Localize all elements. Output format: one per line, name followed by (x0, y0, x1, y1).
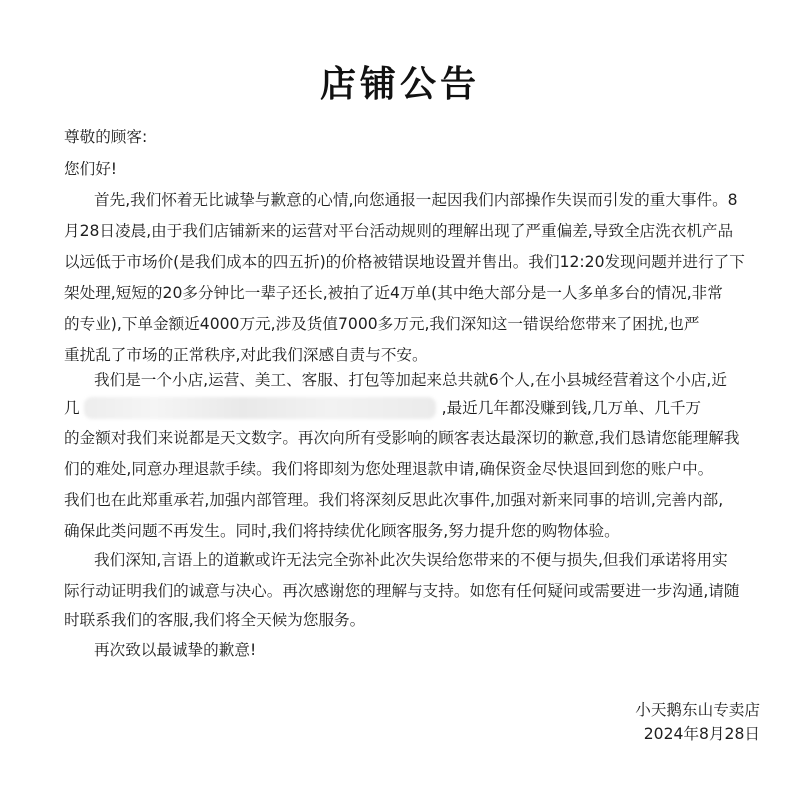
paragraph-2-line: 我们也在此郑重承若,加强内部管理。我们将深刻反思此次事件,加强对新来同事的培训,完善内部, (64, 491, 724, 509)
paragraph-1-line: 月28日凌晨,由于我们店铺新来的运营对平台活动规则的理解出现了严重偏差,导致全店洗衣机产品 (64, 222, 734, 240)
blurred-line-end: ,最近几年都没赚到钱,几万单、几千万 (441, 399, 702, 417)
blurred-line-start: 几 (64, 399, 80, 417)
store-signature: 小天鹅东山专卖店 (635, 701, 760, 719)
salutation: 尊敬的顾客: (64, 128, 148, 146)
paragraph-3-line: 我们深知,言语上的道歉或许无法完全弥补此次失误给您带来的不便与损失,但我们承诺将用实 (94, 551, 728, 569)
paragraph-2-line: 我们是一个小店,运营、美工、客服、打包等加起来总共就6个人,在小县城经营着这个小店,近 (94, 371, 727, 389)
page-title: 店铺公告 (319, 64, 480, 105)
paragraph-3-line: 际行动证明我们的诚意与决心。再次感谢您的理解与支持。如您有任何疑问或需要进一步沟通,请随 (64, 582, 740, 600)
announcement-date: 2024年8月28日 (643, 725, 760, 743)
paragraph-2-blurred-line (64, 395, 764, 421)
paragraph-1-line: 的专业),下单金额近4000万元,涉及货值7000多万元,我们深知这一错误给您带来了困扰,也严 (64, 315, 700, 333)
paragraph-1-line: 架处理,短短的20多分钟比一辈子还长,被拍了近4万单(其中绝大部分是一人多单多台的情况,非常 (64, 284, 723, 302)
paragraph-1-line: 重扰乱了市场的正常秩序,对此我们深感自责与不安。 (64, 346, 428, 364)
paragraph-3-line: 时联系我们的客服,我们将全天候为您服务。 (64, 611, 366, 629)
paragraph-2-line: 们的难处,同意办理退款手续。我们将即刻为您处理退款申请,确保资金尽快退回到您的账户中。 (64, 460, 714, 478)
greeting: 您们好! (64, 160, 118, 178)
paragraph-1-line: 首先,我们怀着无比诚挚与歉意的心情,向您通报一起因我们内部操作失误而引发的重大事件。8 (94, 191, 738, 209)
paragraph-1-line: 以远低于市场价(是我们成本的四五折)的价格被错误地设置并售出。我们12:20发现问题并进行了下 (64, 253, 745, 271)
redaction-blur (84, 397, 436, 419)
closing-line: 再次致以最诚挚的歉意! (94, 641, 257, 659)
paragraph-2-line: 确保此类问题不再发生。同时,我们将持续优化顾客服务,努力提升您的购物体验。 (64, 522, 620, 540)
paragraph-2-line: 的金额对我们来说都是天文数字。再次向所有受影响的顾客表达最深切的歉意,我们恳请您能理解我 (64, 429, 740, 447)
